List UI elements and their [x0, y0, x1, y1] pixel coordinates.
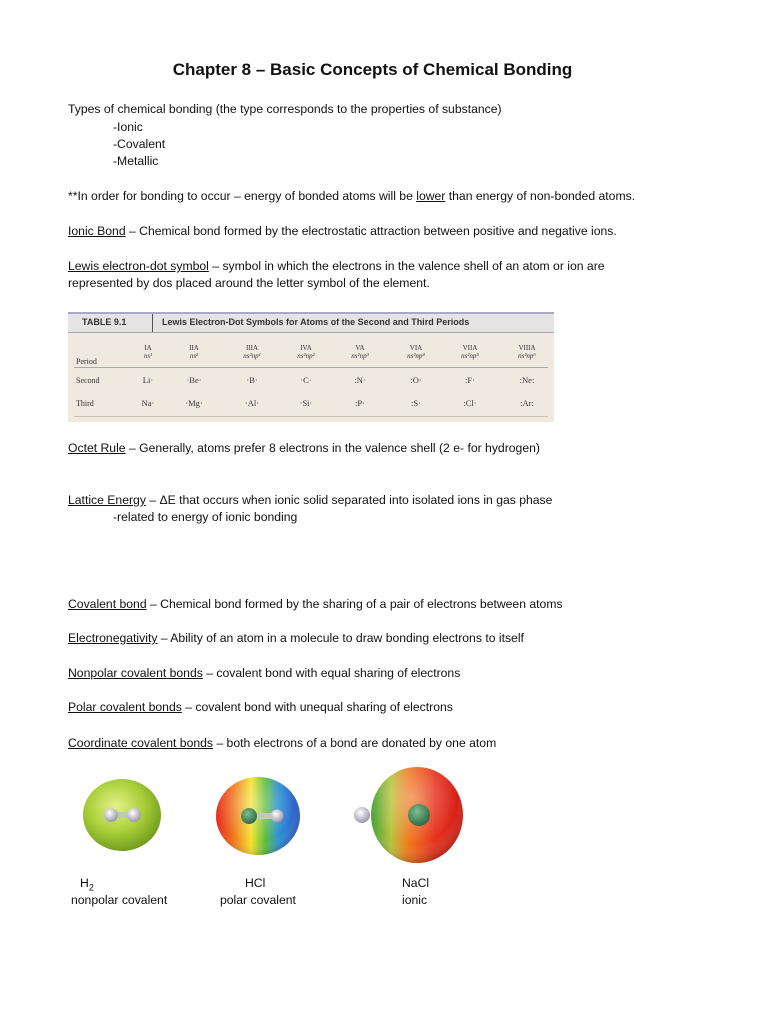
group-header — [448, 344, 492, 360]
lattice-sub: -related to energy of ionic bonding — [113, 510, 298, 524]
ionic-bond-def: – Chemical bond formed by the electrostatic attraction between positive and negative ions. — [125, 224, 617, 238]
table-cell: Na· — [141, 398, 155, 408]
electronegativity-term: Electronegativity — [68, 631, 158, 645]
ionic-bond-term: Ionic Bond — [68, 224, 126, 238]
group-name: IVA — [300, 344, 312, 352]
table-number: TABLE 9.1 — [82, 317, 127, 327]
table-cell: ·Si· — [299, 398, 313, 408]
table-cell: :O· — [410, 375, 422, 385]
energy-note-emphasis: lower — [416, 189, 446, 203]
coordinate-term: Coordinate covalent bonds — [68, 736, 213, 750]
table-cell: :P· — [355, 398, 365, 408]
table-cell: ·Be· — [186, 375, 202, 385]
row-label-second: Second — [76, 376, 100, 385]
table-cell: ·Al· — [244, 398, 260, 408]
model-formula-h2 — [80, 876, 94, 892]
group-config: ns²np⁶ — [518, 352, 536, 360]
electronegativity-def: – Ability of an atom in a molecule to draw bonding electrons to itself — [157, 631, 524, 645]
lattice-def: – ΔE that occurs when ionic solid separated into isolated ions in gas phase — [145, 493, 553, 507]
table-cell: :Ar: — [520, 398, 534, 408]
h2-model — [83, 779, 161, 851]
lattice-energy-definition — [68, 493, 552, 507]
table-cell: ·Mg· — [185, 398, 203, 408]
polar-definition — [68, 700, 453, 714]
lewis-def-1: – symbol in which the electrons in the valence shell of an atom or ion are — [208, 259, 605, 273]
group-name: IIIA — [245, 344, 259, 352]
types-heading: Types of chemical bonding (the type corresponds to the properties of substance) — [68, 102, 502, 116]
ionic-bond-definition — [68, 224, 617, 238]
group-config: ns¹ — [143, 352, 153, 360]
group-name: IIA — [189, 344, 199, 352]
lewis-dot-table — [68, 312, 554, 422]
octet-def: – Generally, atoms prefer 8 electrons in the valence shell (2 e- for hydrogen) — [125, 441, 540, 455]
nonpolar-definition — [68, 666, 460, 680]
table-header — [68, 312, 554, 333]
page-title: Chapter 8 – Basic Concepts of Chemical Bonding — [172, 60, 573, 79]
polar-def: – covalent bond with unequal sharing of electrons — [181, 700, 453, 714]
model-label-nacl: ionic — [402, 893, 428, 907]
table-cell: :N· — [354, 375, 366, 385]
table-header-rule — [74, 367, 548, 368]
group-config: ns²np² — [297, 352, 315, 360]
lewis-definition — [68, 259, 605, 273]
covalent-bond-definition — [68, 597, 563, 611]
nacl-model — [354, 767, 463, 863]
table-cell: ·B· — [246, 375, 258, 385]
period-column-header: Period — [76, 357, 97, 366]
lattice-term: Lattice Energy — [68, 493, 146, 507]
model-label-hcl: polar covalent — [220, 893, 296, 907]
octet-rule-definition — [68, 441, 540, 455]
model-formula-hcl: HCl — [245, 876, 266, 890]
type-item-metallic: -Metallic — [113, 154, 159, 168]
table-cell: :Cl· — [463, 398, 477, 408]
group-name: VIIA — [462, 344, 478, 352]
polar-term: Polar covalent bonds — [68, 700, 182, 714]
nonpolar-def: – covalent bond with equal sharing of electrons — [202, 666, 461, 680]
energy-note-before: **In order for bonding to occur – energy of bonded atoms will be — [68, 189, 417, 203]
group-config: ns²np¹ — [243, 352, 261, 360]
h2-formula-sub: 2 — [88, 882, 94, 893]
type-item-ionic: -Ionic — [113, 120, 143, 134]
row-label-third: Third — [76, 399, 94, 408]
group-header — [128, 344, 168, 360]
type-item-covalent: -Covalent — [113, 137, 166, 151]
octet-term: Octet Rule — [68, 441, 126, 455]
model-label-h2: nonpolar covalent — [71, 893, 168, 907]
covalent-term: Covalent bond — [68, 597, 147, 611]
group-config: ns²np³ — [351, 352, 369, 360]
coordinate-definition — [68, 736, 496, 750]
table-cell: Li· — [142, 375, 154, 385]
group-name: IA — [144, 344, 152, 352]
group-name: VA — [355, 344, 365, 352]
table-cell: :S· — [411, 398, 421, 408]
group-header — [338, 344, 382, 360]
lewis-def-2: represented by dos placed around the letter symbol of the element. — [68, 276, 430, 290]
group-config: ns²np⁵ — [461, 352, 479, 360]
nonpolar-term: Nonpolar covalent bonds — [68, 666, 203, 680]
table-header-divider — [152, 314, 153, 332]
energy-note-after: than energy of non-bonded atoms. — [445, 189, 636, 203]
group-config: ns²np⁴ — [407, 352, 425, 360]
hcl-model — [216, 777, 300, 855]
group-name: VIA — [409, 344, 423, 352]
table-bottom-rule — [74, 416, 548, 417]
model-formula-nacl: NaCl — [402, 876, 430, 890]
group-header — [394, 344, 438, 360]
covalent-def: – Chemical bond formed by the sharing of a pair of electrons between atoms — [146, 597, 563, 611]
group-config: ns² — [189, 352, 199, 360]
group-header — [504, 344, 550, 360]
group-header — [230, 344, 274, 360]
table-cell: :F· — [465, 375, 475, 385]
h2-formula-main: H — [80, 876, 89, 890]
electronegativity-definition — [68, 631, 524, 645]
table-cell: ·C· — [300, 375, 312, 385]
table-cell: :Ne: — [519, 375, 535, 385]
energy-note — [68, 189, 635, 203]
table-caption: Lewis Electron-Dot Symbols for Atoms of the Second and Third Periods — [162, 317, 470, 327]
lewis-term: Lewis electron-dot symbol — [68, 259, 209, 273]
group-header — [284, 344, 328, 360]
group-header — [174, 344, 214, 360]
group-name: VIIIA — [518, 344, 536, 352]
coordinate-def: – both electrons of a bond are donated by one atom — [213, 736, 497, 750]
